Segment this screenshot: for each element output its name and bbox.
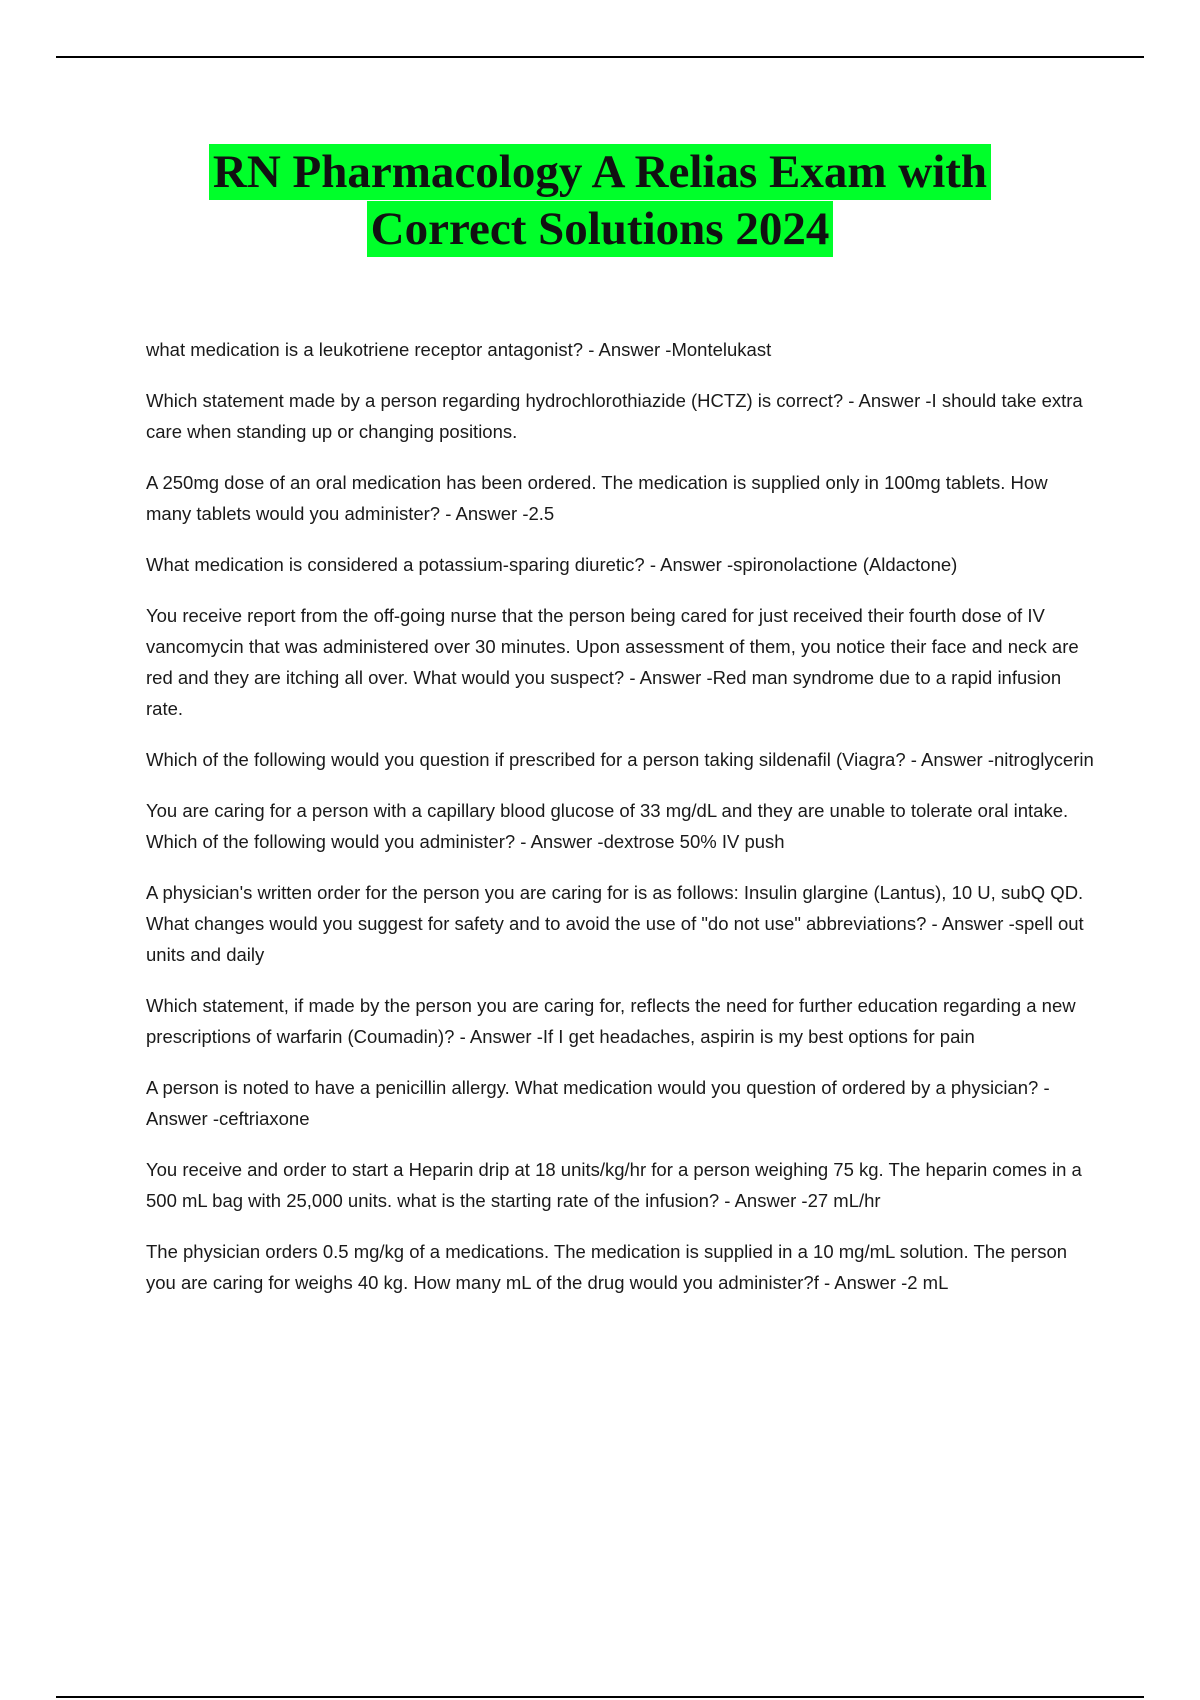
title-line-1: RN Pharmacology A Relias Exam with <box>209 144 991 200</box>
qa-item: What medication is considered a potassium-sparing diuretic? - Answer -spironolactione (Aldactone) <box>146 554 958 575</box>
qa-item: You are caring for a person with a capillary blood glucose of 33 mg/dL and they are unable to tolerate oral intake. Which of the following would you administer? - Answer -dextrose 50% IV push <box>146 800 1069 852</box>
qa-item: Which of the following would you question if prescribed for a person taking sildenafil (Viagra? - Answer -nitroglycerin <box>146 749 1094 770</box>
qa-item: what medication is a leukotriene receptor antagonist? - Answer -Montelukast <box>146 339 772 360</box>
qa-item: You receive and order to start a Heparin drip at 18 units/kg/hr for a person weighing 75 kg. The heparin comes in a 500 mL bag with 25,000 units. what is the starting rate of the infusion? - Answer -27 mL/hr <box>146 1159 1082 1211</box>
document-title <box>0 144 1200 258</box>
title-line-2: Correct Solutions 2024 <box>367 201 834 257</box>
qa-item: A person is noted to have a penicillin allergy. What medication would you question of ordered by a physician? - Answer -ceftriaxone <box>146 1077 1050 1129</box>
header-rule <box>56 56 1144 58</box>
qa-item: You receive report from the off-going nurse that the person being cared for just received their fourth dose of IV vancomycin that was administered over 30 minutes. Upon assessment of them, you notice their face and neck are red and they are itching all over. What would you suspect? - Answer -Red man syndrome due to a rapid infusion rate. <box>146 605 1079 719</box>
qa-item: Which statement, if made by the person you are caring for, reflects the need for further education regarding a new prescriptions of warfarin (Coumadin)? - Answer -If I get headaches, aspirin is my best options for pain <box>146 995 1076 1047</box>
qa-item: A physician's written order for the person you are caring for is as follows: Insulin glargine (Lantus), 10 U, subQ QD. What changes would you suggest for safety and to avoid the use of "do not use" abbreviations? - Answer -spell out units and daily <box>146 882 1084 965</box>
question-answer-list <box>146 334 1096 1318</box>
footer-rule <box>56 1696 1144 1698</box>
qa-item: A 250mg dose of an oral medication has been ordered. The medication is supplied only in 100mg tablets. How many tablets would you administer? - Answer -2.5 <box>146 472 1048 524</box>
qa-item: Which statement made by a person regarding hydrochlorothiazide (HCTZ) is correct? - Answer -I should take extra care when standing up or changing positions. <box>146 390 1083 442</box>
qa-item: The physician orders 0.5 mg/kg of a medications. The medication is supplied in a 10 mg/mL solution. The person you are caring for weighs 40 kg. How many mL of the drug would you administer?f - Answer -2 mL <box>146 1241 1068 1293</box>
